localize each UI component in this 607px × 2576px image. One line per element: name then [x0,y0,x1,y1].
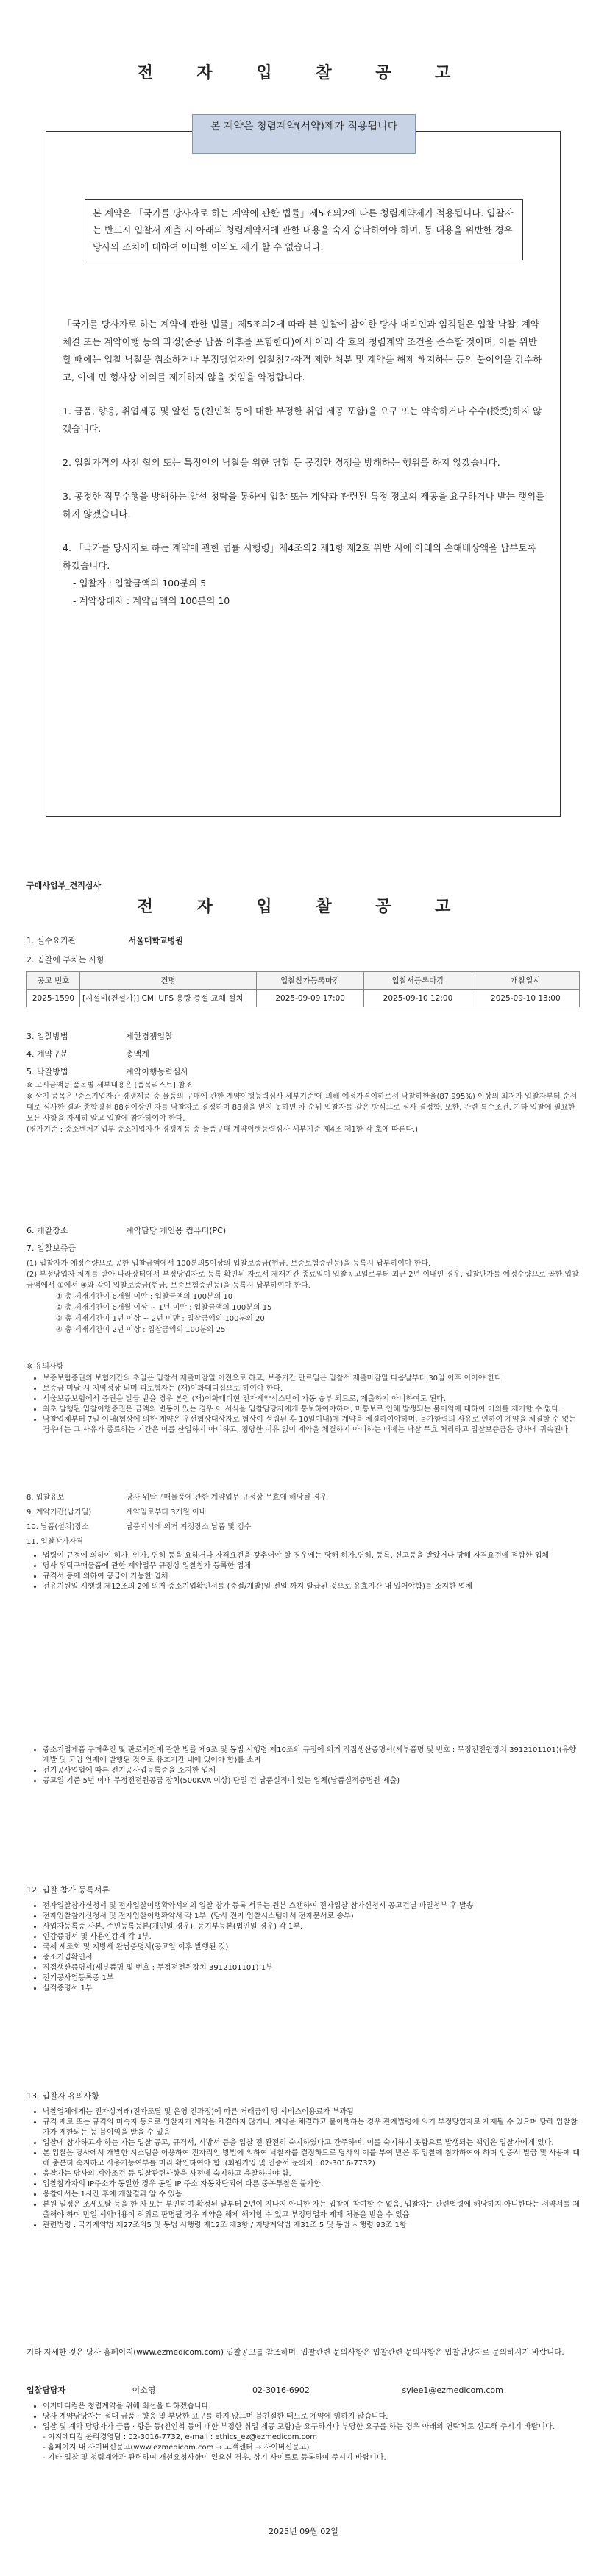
list-item: • 보증금 미달 시 지역정상 되며 피보험자는 (재)이화대디집으로 하여야 한다. [43,1384,580,1394]
contact-email: sylee1@ezmedicom.com [402,2385,503,2395]
table-cell: 2025-09-09 17:00 [257,990,364,1007]
registration-block [26,1900,580,1994]
kv-value: 제한경쟁입찰 [126,1032,173,1041]
registration-list [26,1901,580,1994]
list-item: • 규격서 등에 의하여 공급이 가능한 업체 [43,1572,580,1582]
list-item: • 관련법령 : 국가계약법 제27조의5 및 동법 시행령 제12조 제3항 / 지방계약법 제31조 5 및 동법 시행령 93조 1항 [43,2221,580,2231]
final-notes [26,2400,580,2463]
kv-value: 계약담당 개인용 컴퓨터(PC) [126,1226,227,1235]
kv-value: 총액계 [126,1049,149,1059]
section-label: 구매사업부_견적심사 [26,881,102,890]
kv-row [26,1507,206,1518]
table-cell: 2025-1590 [27,990,80,1007]
table-cell: 2025-09-10 13:00 [472,990,579,1007]
table-header-row [27,972,580,990]
list-item: - 홈페이지 내 사이버신문고(www.ezmedicom.com → 고객센터 → 사이버신문고) [43,2444,310,2452]
notice-block [26,1361,580,1436]
list-item: • 낙찰업체부터 7일 이내(협상에 의한 계약은 우선협상대상자로 협상이 성립된 후 10일이내)에 계약을 체결하여야하며, 불가항력의 사유로 인하여 계약을 체결할 수 없는 경우에는 그 사유가 종료하는 기간은 이를 산입하지 아니하고, 정당한 이유 없이 계약을 체결하지 아니하는 때에는 낙찰 무효 처리하고 입찰보증금은 당사에 귀속된다. [43,1415,580,1436]
list-item: • 공고일 기준 5년 이내 무정전전원공급 장치(500KVA 이상) 단일 건 납품실적이 있는 업체(납품실적증명원 제출) [43,1776,580,1786]
deposit-item: (1) 입찰자가 예정수량으로 공한 입찰금액에서 100분의5이상의 입찰보증금(현금, 보증보험증권등)을 등록시 납부하여야 한다. [26,1260,431,1268]
table-header: 입찰참가등록마감 [257,972,364,990]
deposit-item: ④ 총 제재기간이 2년 이상 : 입찰금액의 100분의 25 [56,1326,226,1334]
list-item: • 낙찰업체에게는 전자상거래(전자조달 및 운영 전과정)에 따른 거래금액 당 서비스이용료가 부과됨 [43,2107,580,2118]
list-item: • 최초 발행된 입찰이행증권은 금액의 변동이 있는 경우 이 서식을 입찰담당자에게 통보하여야하며, 미통보로 인해 발생되는 불이익에 대하여 이의를 제기할 수 없다. [43,1405,580,1415]
integrity-item-2: 2. 입찰가격의 사전 협의 또는 특정인의 낙찰을 위한 담합 등 공정한 경쟁을 방해하는 행위를 하지 않겠습니다. [63,457,500,468]
deposit-item: ③ 총 제재기간이 1년 이상 ~ 2년 미만 : 입찰금액의 100분의 20 [56,1315,265,1323]
list-item: • 당사 계약담당자는 절대 금품 · 향응 및 부당한 요구를 하지 않으며 불친절한 태도로 계약에 임하지 않습니다. [43,2412,580,2422]
caution-block [26,2106,580,2231]
list-item: • 응찰가는 당사의 계약조건 등 입찰관련사항을 사전에 숙지하고 응찰하여야 함. [43,2169,580,2179]
list-item: • 전기공사업등록증 1부 [43,1973,580,1984]
qualification-list-2 [26,1745,580,1786]
table-header: 입찰서등록마감 [364,972,472,990]
qualification-block-2 [26,1744,580,1786]
list-item: • 입찰 및 계약 담당자가 금품 · 향응 등(친인척 등에 대한 부정한 취업 제공 포함)을 요구하거나 부당한 요구를 하는 경우 아래의 연락처로 신고해 주시기 바랍니다. [43,2422,580,2433]
list-item: • 응찰에서는 1시간 후에 개찰결과 알 수 있음. [43,2190,580,2200]
integrity-body [63,316,545,610]
list-item: • 직접생산증명서(세부품명 및 번호 : 무정전전원장치 3912101101) 1부 [43,1963,580,1973]
integrity-notice: 본 계약은 「국가를 당사자로 하는 계약에 관한 법률」제5조의2에 따른 청렴계약제가 적용됩니다. 입찰자는 반드시 입찰서 제출 시 아래의 청렴계약서에 관한 내용을 숙지 승낙하여야 하며, 동 내용을 위반한 경우 당사의 조치에 대하여 어떠한 이의도 제기 할 수 없습니다. [85,199,523,260]
deposit-item: ① 총 제재기간이 6개월 미만 : 입찰금액의 100분의 10 [56,1293,233,1301]
kv-value: 납품지시에 의거 지정장소 납품 및 검수 [126,1523,252,1531]
org-row [26,934,183,946]
contact-name: 이소영 [132,2385,156,2395]
list-item: - 기타 입찰 및 청렴계약과 관련하여 개선요청사항이 있으신 경우, 상기 사이트로 등록하여 주시기 바랍니다. [43,2454,386,2462]
integrity-item-1: 1. 금품, 향응, 취업제공 및 알선 등(친인척 등에 대한 부정한 취업 제공 포함)을 요구 또는 약속하거나 수수(授受)하지 않겠습니다. [63,405,542,434]
deposit-item: ② 총 제재기간이 6개월 이상 ~ 1년 미만 : 입찰금액의 100분의 15 [56,1304,272,1312]
list-item: • 본 입찰은 당사에서 개발한 시스템을 이용하여 전자적인 방법에 의하여 낙찰자를 결정하므로 당사의 이를 부여 받은 후 입찰에 참가하여야 하며 인증서 발급 및 사용에 대해 충분히 숙지하고 사용가능여부를 미리 확인하여야 함. (회원가입 및 인증서 문의처 : 02-3016-7732) [43,2149,580,2169]
note-c: (평가기준 : 중소벤처기업부 중소기업자간 경쟁제품 중 물품구매 계약이행능력심사 세부기준 제4조 제1항 각 호에 따른다.) [26,1126,419,1134]
list-item: • 입찰에 참가하고자 하는 자는 입찰 공고, 규격서, 시방서 등을 입찰 전 완전히 숙지하였다고 간주하며, 이를 숙지하지 못함으로 발생되는 책임은 입찰자에게 있다. [43,2138,580,2149]
kv-key: 9. 계약기간(납기일) [26,1508,92,1516]
page-title: 전 자 입 찰 공 고 [137,64,470,82]
kv-key: 5. 낙찰방법 [26,1067,68,1076]
kv-key: 4. 계약구분 [26,1049,68,1059]
kv-value: 당사 위탁구매물품에 관한 계약업무 규정상 무효에 해당될 경우 [126,1494,327,1502]
kv-row [26,1065,188,1077]
final-list [26,2402,580,2463]
page-title-2: 전 자 입 찰 공 고 [137,898,470,916]
org-label: 1. 실수요기관 [26,936,77,945]
list-item: • 전기공사업법에 따른 전기공사업등록증을 소지한 업체 [43,1766,580,1776]
list-item: • 전유기원일 시행령 제12조의 2에 의거 중소기업확인서를 (중절/개발)일 전일 까지 발급된 것으로 유효기간 내 있어야함)를 소지한 업체 [43,1582,580,1592]
kv-row [26,1224,226,1236]
kv-row [26,1536,126,1547]
list-item: • 규격 제로 또는 규격의 미숙지 등으로 입찰자가 계약을 체결하지 않거나, 계약을 체결하고 불이행하는 경우 관계법령에 의거 부정당업자로 제재될 수 있으며 당해 입찰참가가 제한되는 등 불이익을 받을 수 있음 [43,2118,580,2138]
registration-label: 12. 입찰 참가 등록서류 [26,1885,110,1895]
list-item: • 법령이 규정에 의하여 허가, 인가, 면허 등을 요하거나 자격요건을 갖추어야 할 경우에는 당해 허가,면허, 등록, 신고등을 받았거나 당해 자격요건에 적합한 업체 [43,1551,580,1561]
kv-row [26,1522,251,1533]
list-item: • 본원 일정은 조세포탈 등을 한 자 또는 부인하여 확정된 날부터 2년이 지나지 아니한 자는 입찰에 참여할 수 없음. 입찰자는 관련법령에 해당하지 아니한다는 서약서를 제출해야 하며 만일 서약내용이 허위로 판명될 경우 계약을 해제 해지할 수 있고 부정당업자 제재 처분을 받을 수 있음 [43,2200,580,2221]
list-item: • 사업자등록증 사본, 주민등록등본(개인일 경우), 등기부등본(법인일 경우) 각 1부. [43,1922,580,1932]
integrity-intro: 「국가를 당사자로 하는 계약에 관한 법률」제5조의2에 따라 본 입찰에 참여한 당사 대리인과 임직원은 입찰 낙찰, 계약체결 또는 계약이행 등의 과정(준공 납품 이후를 포함한다)에서 아래 각 호의 청렴계약 조건을 준수할 것이며, 이를 위반할 때에는 입찰 낙찰을 취소하거나 부정당업자의 입찰참가자격 제한 처분 및 계약을 해제 해지하는 등의 불이익을 감수하고, 이에 민 형사상 이의를 제기하지 않을 것임을 약정합니다. [63,319,542,383]
kv-key: 7. 입찰보증금 [26,1243,77,1253]
list-item: • 중소기업확인서 [43,1953,580,1963]
integrity-item-3: 3. 공정한 직무수행을 방해하는 알선 청탁을 통하여 입찰 또는 계약과 관련된 특정 정보의 제공을 요구하거나 받는 행위를 하지 않겠습니다. [63,491,545,519]
list-item: • 전자입찰참가신청서 및 전자입찰이행확약서 각 1부. (당사 전자 입찰시스템에서 전자문서로 송부) [43,1912,580,1922]
qualification-list [26,1551,580,1592]
notice-date: 2025년 09월 02일 [269,2527,338,2536]
kv-value: 계약이행능력심사 [126,1067,189,1076]
closing-text: 기타 자세한 것은 당사 홈페이지(www.ezmedicom.com) 입찰공고를 참조하며, 입찰관련 문의사항은 입찰관련 문의사항은 입찰담당자로 문의하시기 바랍니다. [26,2348,564,2357]
integrity-subitem-2: - 계약상대자 : 계약금액의 100분의 10 [73,595,230,606]
note-a: ※ 고시금액등 품목별 세부내용은 [품목리스트] 참조 [26,1082,193,1090]
list-item: • 국세 세조회 및 지방세 완납증명서(공고일 이후 발행된 것) [43,1942,580,1953]
kv-key: 10. 납품(설치)장소 [26,1523,89,1531]
list-item: • 보증보험증권의 보험기간의 초일은 입찰서 제출마감일 이전으로 하고, 보증기간 만료일은 입찰서 제출마감일 다음날부터 30일 이후 이어야 한다. [43,1374,580,1384]
evaluation-notes [26,1080,580,1135]
bid-table [26,971,580,1007]
note-b: ※ 상기 품목은 '중소기업자간 경쟁제품 중 물품의 구매에 관한 계약이행능력심사 세부기준'에 의해 예정가격이하로서 낙찰하한율(87.995%) 이상의 최저가 입찰자부터 순서대로 심사한 결과 종합평점 88점이상인 자를 낙찰자로 결정하며 88점을 얻지 못하면 차 순위 입찰자를 같은 방식으로 심사 결정함. 또한, 관련 특수조건, 기타 입찰에 필요한 모든 사항을 자세히 알고 입찰에 참가하여야 한다. [26,1093,578,1123]
deposit-item: (2) 부정당업자 처제를 받아 나라장터에서 부정당업자로 등록 확인된 자로서 제재기간 종료일이 입찰공고일로부터 최근 2년 이내인 경우, 입찰단가를 예정수량으로 곱한 입찰금액에서 ①에서 ④와 같이 입찰보증금(현금, 보증보험증권등)을 등록시 납부하여야 한다. [26,1271,579,1290]
list-item: • 실적증명서 1부 [43,1984,580,1994]
kv-key: 6. 개찰장소 [26,1226,68,1235]
table-cell: 2025-09-10 12:00 [364,990,472,1007]
table-header: 개찰일시 [472,972,579,990]
schedule-label: 2. 입찰에 부치는 사항 [26,955,104,965]
list-item: • 이지메디컴은 청렴계약을 위해 최선을 다하겠습니다. [43,2402,580,2412]
kv-value: 계약일로부터 3개월 이내 [126,1508,207,1516]
caution-label: 13. 입찰자 유의사항 [26,2091,99,2101]
kv-key: 11. 입찰참가자격 [26,1538,84,1546]
contact-row [26,2384,503,2396]
integrity-contract-box [46,121,561,817]
integrity-banner: 본 계약은 청렴계약(서약)제가 적용됩니다 [192,114,416,154]
org-value: 서울대학교병원 [128,936,183,945]
list-item: • 서울보증보험에서 증권을 발급 받을 경우 본원 (재)이화대디현 전자계약시스템에 자동 승부 되므로, 제출하지 아니하여도 된다. [43,1394,580,1405]
table-header: 공고 번호 [27,972,80,990]
contact-label: 입찰담당자 [26,2385,66,2395]
table-header: 건명 [80,972,257,990]
contact-phone: 02-3016-6902 [252,2385,310,2395]
list-item: • 입찰참가자의 IP주소가 동일한 경우 동일 IP 주소 자동차단되어 다른 중복투찰은 불가함. [43,2179,580,2190]
kv-row [26,1030,173,1042]
deposit-block [26,1258,580,1335]
integrity-subitem-1: - 입찰자 : 입찰금액의 100분의 5 [73,578,207,589]
list-item: • 중소기업제품 구매촉진 및 판로지원에 관한 법률 제9조 및 동법 시행령 제10조의 규정에 의거 직접생산증명서(세부품명 및 번호 : 무정전전원장치 3912101101)(유향 개발 및 고입 언제에 발행된 것으로 유효기간 내에 있어야 함)를 소지 [43,1745,580,1766]
kv-row [26,1492,327,1503]
list-item: • 인감증명서 및 사용인감계 각 1부. [43,1932,580,1942]
table-row [27,990,580,1007]
caution-list [26,2107,580,2231]
kv-key: 3. 입찰방법 [26,1032,68,1041]
list-item: - 이지메디컴 윤리경영팀 : 02-3016-7732, e-mail : ethics_ez@ezmedicom.com [43,2433,318,2441]
kv-row [26,1242,126,1254]
list-item: • 전자입찰참가신청서 및 전자입찰이행확약서의의 입찰 참가 등록 서류는 원본 스캔하여 전자입찰 참가신청시 공고건별 파일첨부 후 발송 [43,1901,580,1912]
kv-key: 8. 입찰유보 [26,1494,65,1502]
table-cell: [시설비(건설가)] CMI UPS 용량 증설 교체 설치 [80,990,257,1007]
kv-row [26,1048,149,1060]
qualification-block [26,1550,580,1592]
integrity-item-4: 4. 「국가를 당사자로 하는 계약에 관한 법률 시행령」제4조의2 제1항 제2호 위반 시에 아래의 손해배상액을 납부토록 하겠습니다. [63,542,536,571]
notice-mark: ※ 유의사항 [26,1363,64,1371]
notice-list [26,1374,580,1436]
list-item: • 당사 위탁구매물품에 관한 계약업무 규정상 입찰참가 등록한 업체 [43,1561,580,1572]
